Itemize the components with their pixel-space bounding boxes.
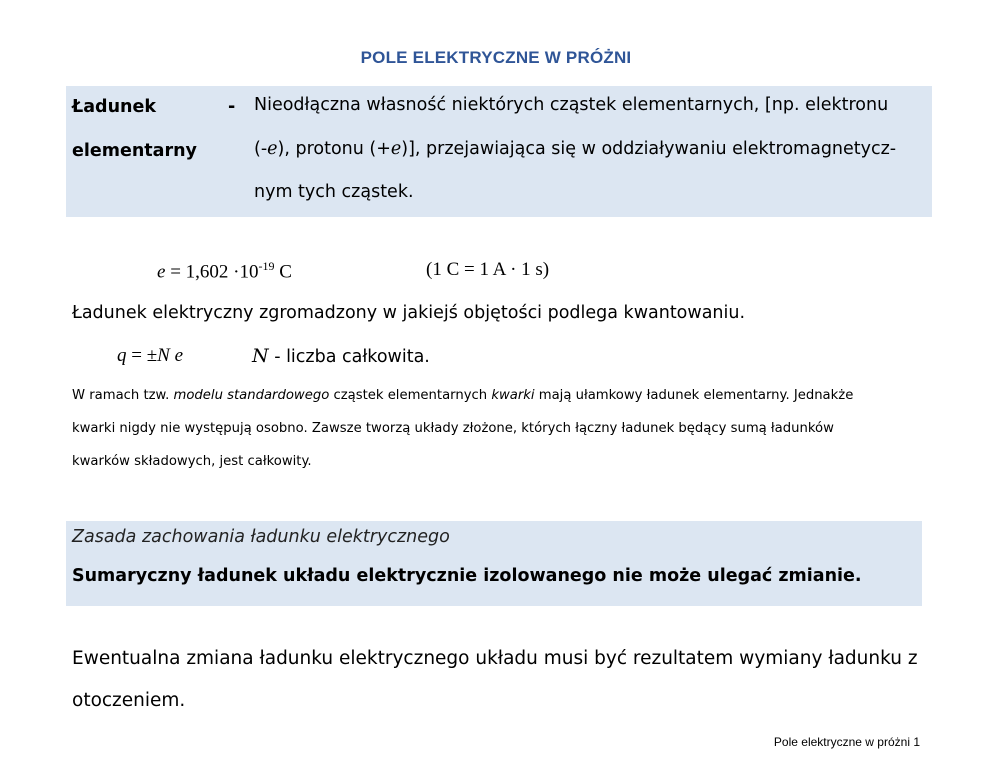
symbol-q: q	[117, 345, 127, 366]
symbol-n: N	[252, 345, 269, 367]
equation-body: = 1,602 ·10	[165, 261, 259, 283]
closing-line1: Ewentualna zmiana ładunku elektrycznego układu musi być rezultatem wymiany ładunku z	[72, 648, 918, 669]
quantization-text: Ładunek elektryczny zgromadzony w jakiejś objętości podlega kwantowaniu.	[72, 303, 746, 323]
definition-line2-b: ), protonu (+	[277, 139, 391, 159]
integer-note	[252, 345, 430, 367]
symbol-e: e	[169, 345, 184, 366]
symbol-e: e	[267, 139, 278, 159]
equation-relation: = ±	[126, 345, 158, 366]
quantization-equation	[117, 345, 183, 367]
symbol-e: e	[390, 139, 402, 159]
quark-note-line3: kwarków składowych, jest całkowity.	[72, 454, 312, 469]
definition-line2-c: )], przejawiająca się w oddziaływaniu elektromagnetycz-	[401, 139, 897, 159]
quark-note-line1	[72, 388, 853, 403]
definition-term-line2: elementarny	[72, 141, 197, 161]
symbol-e: e	[157, 261, 166, 283]
elementary-charge-equation	[157, 259, 292, 283]
coulomb-definition: (1 C = 1 A · 1 s)	[426, 259, 550, 280]
equation-exponent: -19	[258, 259, 275, 273]
quark-note-text: mają ułamkowy ładunek elementarny. Jednakże	[534, 388, 854, 403]
definition-term-line1: Ładunek	[72, 97, 156, 117]
quark-note-line2: kwarki nigdy nie występują osobno. Zawsze tworzą układy złożone, których łączny ładunek będący sumą ładunków	[72, 421, 834, 436]
closing-line2: otoczeniem.	[72, 690, 186, 711]
page-title: POLE ELEKTRYCZNE W PRÓŻNI	[360, 48, 632, 67]
definition-line3: nym tych cząstek.	[254, 182, 414, 202]
conservation-law-statement: Sumaryczny ładunek układu elektrycznie izolowanego nie może ulegać zmianie.	[72, 566, 862, 586]
conservation-law-title: Zasada zachowania ładunku elektrycznego	[72, 527, 450, 547]
page-footer: Pole elektryczne w próżni 1	[773, 735, 920, 749]
integer-note-text: - liczba całkowita.	[268, 347, 430, 367]
symbol-n: N	[157, 345, 170, 366]
quark-note-text: cząstek elementarnych	[329, 388, 492, 403]
definition-dash: -	[228, 97, 236, 117]
definition-line2-a: (-	[254, 139, 268, 159]
quark-note-text: W ramach tzw.	[72, 388, 174, 403]
quark-note-emph: kwarki	[491, 388, 535, 403]
equation-unit: C	[274, 261, 292, 283]
definition-line2	[254, 139, 896, 159]
definition-line1: Nieodłączna własność niektórych cząstek elementarnych, [np. elektronu	[254, 95, 889, 115]
quark-note-emph: modelu standardowego	[173, 388, 330, 403]
